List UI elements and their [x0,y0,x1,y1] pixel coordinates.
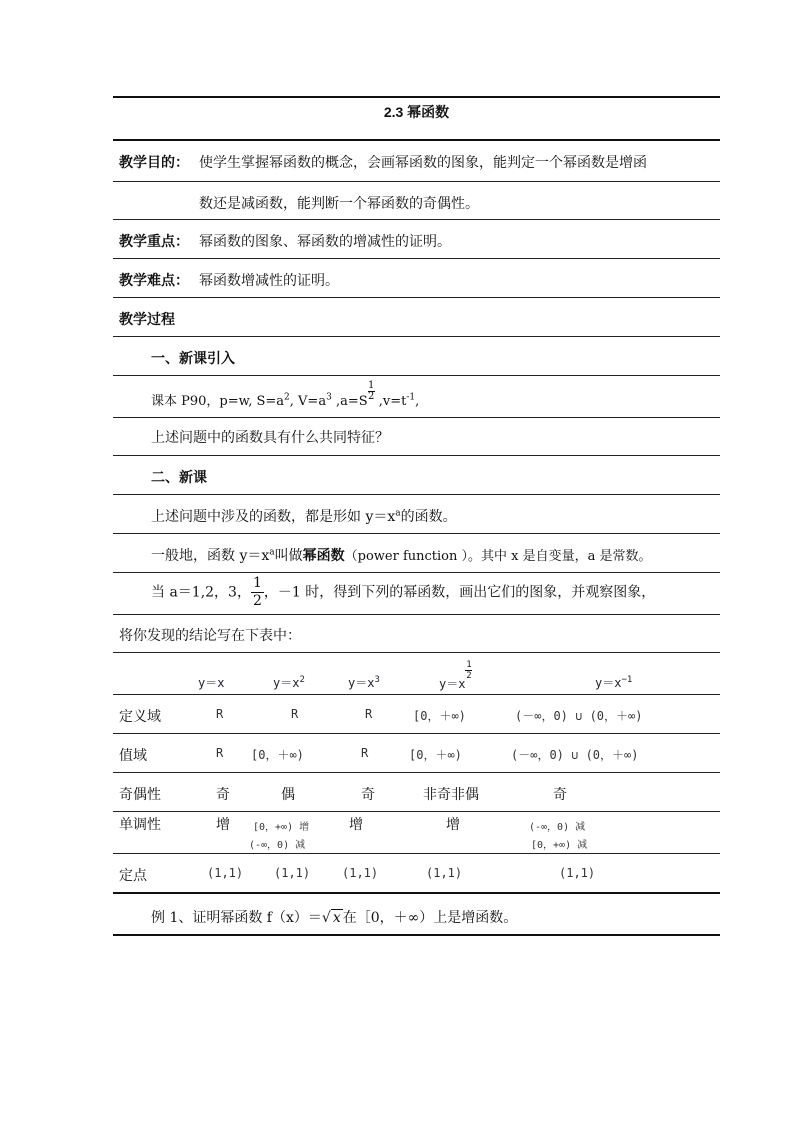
table-row-monotonic [113,811,720,853]
half-exponent: $\frac{1}{2}$ [367,380,375,402]
domain-c3: R [365,707,373,721]
range-c1: R [216,746,224,760]
difficulty-text: 幂函数增减性的证明。 [199,273,339,289]
objective-label: 教学目的： [119,155,189,171]
parity-c1: 奇 [216,787,230,803]
example-1: 例 1、证明幂函数 f（x）＝√ x 在［0，＋∞）上是增函数。 [151,910,518,926]
monotonic-c1: 增 [216,817,230,833]
paragraph-cases: 当 a＝1,2，3， $\frac{1}{2}$ ，－1 时，得到下列的幂函数，画出它们的图象，并观察图象， [151,575,656,609]
monotonic-c2-l2: (-∞，0) 减 [249,840,306,851]
process-band [113,297,720,336]
section1-question: 上述问题中的函数具有什么共同特征？ [151,430,389,446]
domain-c2: R [291,707,299,721]
fixed-c4: (1,1) [426,866,463,880]
header-y-x2: $y=x^2$ [273,675,305,690]
objective-band [113,139,720,219]
objective-line2: 数还是减函数，能判断一个幂函数的奇偶性。 [199,196,479,212]
table-row-parity [113,772,720,811]
parity-c4: 非奇非偶 [423,787,479,803]
fixed-label: 定点 [119,868,147,884]
monotonic-c5-l1: (-∞，0) 减 [529,822,586,833]
section2-heading-band [113,455,720,494]
formula-band [113,375,720,417]
fixed-c3: (1,1) [342,866,379,880]
difficulty-label: 教学难点： [119,273,189,289]
parity-label: 奇偶性 [119,787,161,803]
table-row-range [113,733,720,772]
section1-heading: 一、新课引入 [151,351,235,367]
header-y-sqrt: y＝x $\frac{1}{2}$ [439,660,472,691]
half-fraction: $\frac{1}{2}$ [252,575,262,609]
table-row-domain [113,694,720,733]
formula-line: 课本 P90，p=w, $S=a^2$, $V=a^3$ ,a=S $\frac{1}{2}$ $,v=t^{-1}$, [151,380,420,409]
p1-band [113,494,720,533]
header-y-inverse: $y=x^{-1}$ [595,675,633,690]
domain-c4: [0，＋∞) [413,709,466,723]
fixed-c1: (1,1) [207,866,244,880]
objective-line1: 使学生掌握幂函数的概念，会画幂函数的图象，能判定一个幂函数是增函 [199,155,647,171]
range-c4: [0，＋∞) [409,748,462,762]
difficulty-band [113,258,720,297]
range-label: 值域 [119,748,147,764]
question-band [113,417,720,455]
title-band [113,96,720,139]
monotonic-c4: 增 [446,817,460,833]
lesson-plan [113,96,720,936]
paragraph-instruction: 将你发现的结论写在下表中： [119,628,301,644]
range-c5: (－∞，0) ∪ (0，＋∞) [511,748,639,762]
range-c3: R [361,746,369,760]
page-title: 2.3 幂函数 [383,104,450,120]
section1-heading-band [113,336,720,375]
paragraph-definition: 一般地，函数 $y=x^a$叫做幂函数（power function ）。其中 x 是自变量，a 是常数。 [151,547,652,564]
monotonic-c3: 增 [349,817,363,833]
monotonic-c5-l2: [0，+∞) 减 [531,840,588,851]
table-header-row [113,652,720,694]
p3-band [113,572,720,614]
fixed-c2: (1,1) [274,866,311,880]
fixed-c5: (1,1) [559,866,596,880]
header-y-x3: $y=x^3$ [348,675,380,690]
header-y-x: y＝x [198,676,225,690]
parity-c5: 奇 [553,787,567,803]
p4-band [113,614,720,652]
key-points-label: 教学重点： [119,234,189,250]
monotonic-c2-l1: [0，+∞) 增 [253,822,310,833]
range-c2: [0，＋∞) [251,748,304,762]
key-points-band [113,219,720,258]
paragraph-form: 上述问题中涉及的函数，都是形如 $y=x^a$的函数。 [151,508,457,525]
domain-c5: (－∞，0) ∪ (0，＋∞) [515,709,643,723]
parity-c3: 奇 [361,787,375,803]
sqrt-symbol: √ x [321,910,341,926]
p2-band [113,533,720,572]
domain-label: 定义域 [119,709,161,725]
table-row-fixed-point [113,853,720,892]
key-points-text: 幂函数的图象、幂函数的增减性的证明。 [199,234,451,250]
domain-c1: R [216,707,224,721]
example-band [113,892,720,936]
process-label: 教学过程 [119,312,175,328]
monotonic-label: 单调性 [119,817,161,833]
parity-c2: 偶 [281,787,295,803]
section2-heading: 二、新课 [151,470,207,486]
